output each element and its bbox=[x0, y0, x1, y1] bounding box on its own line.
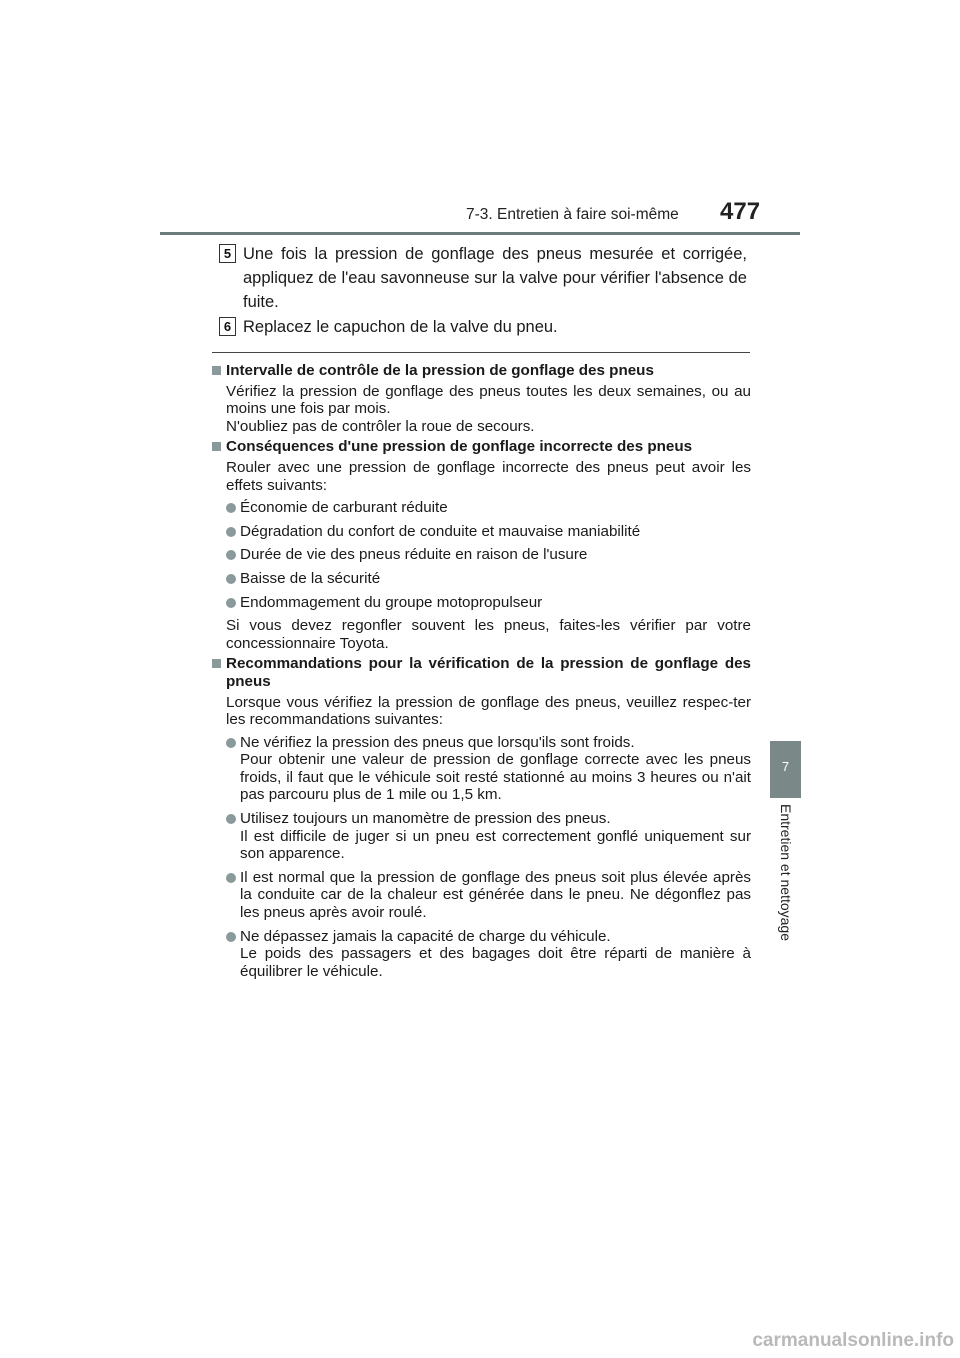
step-marker-5: 5 bbox=[219, 244, 236, 263]
list-item-text: Endommagement du groupe motopropulseur bbox=[240, 593, 543, 611]
list-item-text: Durée de vie des pneus réduite en raison de l'usure bbox=[240, 546, 588, 564]
circle-bullet-icon bbox=[226, 814, 236, 824]
circle-bullet-icon bbox=[226, 574, 236, 584]
section-check-interval bbox=[212, 362, 751, 435]
list-item bbox=[212, 499, 751, 517]
list-item-text: Dégradation du confort de conduite et mauvaise maniabilité bbox=[240, 522, 641, 540]
section-divider bbox=[212, 352, 750, 353]
bullet-list bbox=[212, 734, 751, 981]
section-title bbox=[212, 362, 751, 380]
paragraph: Si vous devez regonfler souvent les pneus, faites-les vérifier par votre concessionnaire Toyota. bbox=[226, 617, 751, 652]
chapter-tab[interactable] bbox=[770, 741, 801, 798]
circle-bullet-icon bbox=[226, 550, 236, 560]
circle-bullet-icon bbox=[226, 527, 236, 537]
list-item-text: Ne dépassez jamais la capacité de charge du véhicule. bbox=[240, 927, 611, 945]
list-item-text: Ne vérifiez la pression des pneus que lorsqu'ils sont froids. bbox=[240, 733, 635, 751]
circle-bullet-icon bbox=[226, 932, 236, 942]
main-content bbox=[212, 360, 751, 986]
list-item-detail: Il est difficile de juger si un pneu est correctement gonflé uniquement sur son apparence. bbox=[240, 827, 751, 863]
list-item bbox=[212, 810, 751, 863]
chapter-side-label-wrap bbox=[770, 804, 801, 954]
list-item bbox=[212, 869, 751, 922]
list-item bbox=[212, 594, 751, 612]
section-recommendations bbox=[212, 655, 751, 980]
paragraph: Vérifiez la pression de gonflage des pneus toutes les deux semaines, ou au moins une fois par mois. bbox=[226, 382, 751, 418]
circle-bullet-icon bbox=[226, 873, 236, 883]
list-item-detail: Le poids des passagers et des bagages doit être réparti de manière à équilibrer le véhicule. bbox=[240, 945, 751, 980]
paragraph: N'oubliez pas de contrôler la roue de secours. bbox=[226, 417, 535, 435]
list-item bbox=[212, 570, 751, 588]
section-title-text: Conséquences d'une pression de gonflage incorrecte des pneus bbox=[226, 438, 693, 456]
step-text-5: Une fois la pression de gonflage des pneus mesurée et corrigée, appliquez de l'eau savonneuse sur la valve pour vérifier l'absence de fuite. bbox=[243, 245, 747, 311]
paragraph: Rouler avec une pression de gonflage incorrecte des pneus peut avoir les effets suivants: bbox=[226, 458, 751, 494]
section-title bbox=[212, 438, 751, 456]
list-item bbox=[212, 523, 751, 541]
circle-bullet-icon bbox=[226, 738, 236, 748]
header-divider bbox=[160, 232, 800, 235]
chapter-tab-number: 7 bbox=[781, 759, 790, 774]
list-item-text: Baisse de la sécurité bbox=[240, 569, 381, 587]
list-item-detail: Pour obtenir une valeur de pression de gonflage correcte avec les pneus froids, il faut que le véhicule soit resté stationné au moins 3 heures ou n'ait pas parcouru plus de 1 mile ou 1,5 km. bbox=[240, 751, 751, 804]
section-title bbox=[212, 655, 751, 690]
bullet-list bbox=[212, 499, 751, 611]
header-section-title: 7-3. Entretien à faire soi-même bbox=[466, 206, 679, 223]
section-title-text: Recommandations pour la vérification de la pression de gonflage des pneus bbox=[226, 655, 751, 690]
list-item-text: Utilisez toujours un manomètre de pression des pneus. bbox=[240, 810, 611, 828]
circle-bullet-icon bbox=[226, 503, 236, 513]
list-item-text: Économie de carburant réduite bbox=[240, 499, 448, 517]
list-item bbox=[212, 546, 751, 564]
step-text-6: Replacez le capuchon de la valve du pneu. bbox=[243, 318, 558, 336]
square-bullet-icon bbox=[212, 366, 221, 375]
watermark-text: carmanualsonline.info bbox=[752, 1330, 954, 1351]
list-item bbox=[212, 734, 751, 804]
circle-bullet-icon bbox=[226, 598, 236, 608]
section-incorrect-pressure bbox=[212, 438, 751, 652]
page-number: 477 bbox=[720, 198, 761, 225]
square-bullet-icon bbox=[212, 659, 221, 668]
square-bullet-icon bbox=[212, 442, 221, 451]
section-title-text: Intervalle de contrôle de la pression de gonflage des pneus bbox=[226, 362, 654, 379]
list-item-text: Il est normal que la pression de gonflage des pneus soit plus élevée après la conduite car de la chaleur est générée dans le pneu. Ne dégonflez pas les pneus après avoir roulé. bbox=[240, 868, 751, 922]
paragraph: Lorsque vous vérifiez la pression de gonflage des pneus, veuillez respec-ter les recommandations suivantes: bbox=[226, 693, 751, 729]
step-marker-6: 6 bbox=[219, 317, 236, 336]
list-item bbox=[212, 928, 751, 981]
chapter-side-label: Entretien et nettoyage bbox=[777, 804, 794, 941]
